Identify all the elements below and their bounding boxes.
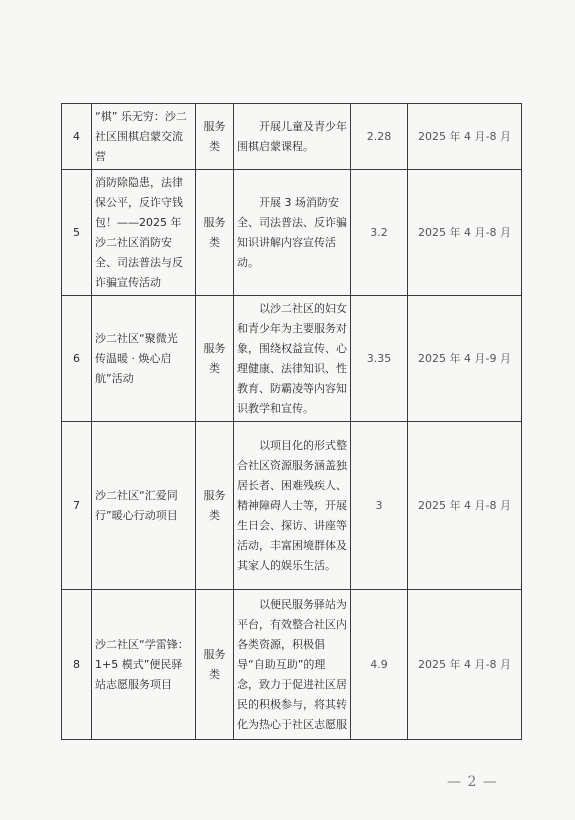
project-content: 以便民服务驿站为平台，有效整合社区内各类资源，积极倡导“自助互助”的理念，致力于促进社区居民的积极参与，将其转化为热心于社区志愿服 [234,590,351,740]
project-name: 沙二社区“聚微光 传温暖 · 焕心启航”活动 [92,296,196,422]
row-number: 4 [62,104,92,170]
project-period: 2025 年 4 月-9 月 [408,296,522,422]
project-content: 以项目化的形式整合社区资源服务涵盖独居长者、困难残疾人、精神障碍人士等，开展生日会、探访、讲座等活动，丰富困境群体及其家人的娱乐生活。 [234,422,351,590]
project-type: 服务类 [196,590,234,740]
project-name: “棋” 乐无穷：沙二社区围棋启蒙交流营 [92,104,196,170]
project-type: 服务类 [196,296,234,422]
project-amount: 4.9 [351,590,408,740]
table-row [62,296,522,422]
project-name: 沙二社区“汇爱同行”暖心行动项目 [92,422,196,590]
project-amount: 3.2 [351,170,408,296]
project-type: 服务类 [196,422,234,590]
project-period: 2025 年 4 月-8 月 [408,170,522,296]
project-period: 2025 年 4 月-8 月 [408,422,522,590]
row-number: 5 [62,170,92,296]
project-name: 沙二社区“学雷锋：1+5 模式”便民驿站志愿服务项目 [92,590,196,740]
row-number: 7 [62,422,92,590]
table-row [62,170,522,296]
project-content: 以沙二社区的妇女和青少年为主要服务对象，围绕权益宣传、心理健康、法律知识、性教育、防霸凌等内容知识教学和宣传。 [234,296,351,422]
project-amount: 3.35 [351,296,408,422]
project-name: 消防除隐患，法律保公平，反诈守钱包！——2025 年沙二社区消防安全、司法普法与反诈骗宣传活动 [92,170,196,296]
project-type: 服务类 [196,170,234,296]
project-amount: 2.28 [351,104,408,170]
table-row [62,590,522,740]
project-period: 2025 年 4 月-8 月 [408,590,522,740]
table-row [62,422,522,590]
row-number: 6 [62,296,92,422]
project-content: 开展儿童及青少年围棋启蒙课程。 [234,104,351,170]
row-number: 8 [62,590,92,740]
project-table [61,103,522,740]
project-content: 开展 3 场消防安全、司法普法、反诈骗知识讲解内容宣传活动。 [234,170,351,296]
page-number: — 2 — [447,774,498,790]
project-type: 服务类 [196,104,234,170]
project-amount: 3 [351,422,408,590]
table-row [62,104,522,170]
project-period: 2025 年 4 月-8 月 [408,104,522,170]
